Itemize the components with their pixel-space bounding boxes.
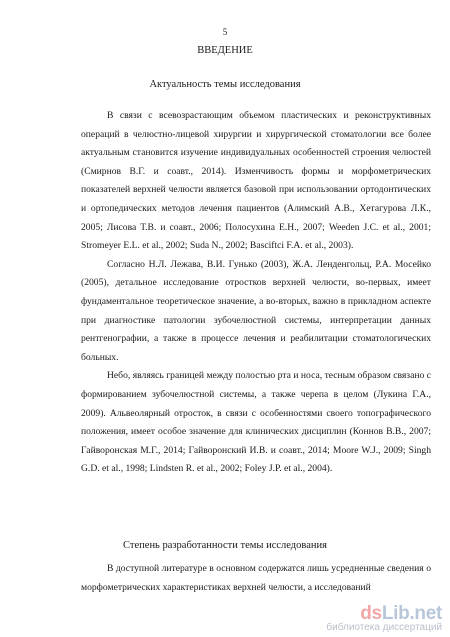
paragraph: Согласно Н.Л. Лежава, В.И. Гунько (2003), Ж.А. Ленденгольц, Р.А. Мосейко (2005), детальное исследование отростков верхней челюсти, во-первых, имеет фундаментальное теоретическое значение, а во-вторых, важно в прикладном аспекте при диагностике патологии зубочелюстной системы, интерпретации данных рентгенографии, а также в процессе лечения и реабилитации стоматологических больных. [81,258,431,363]
chapter-title: ВВЕДЕНИЕ [197,45,253,56]
section-title-development: Степень разработанности темы исследования [123,540,327,551]
section-body-development [81,560,431,597]
watermark [326,603,442,633]
paragraph: В связи с всевозрастающим объемом пластических и реконструктивных операций в челюстно-лицевой хирургии и хирургической стоматологии все более актуальным становится изучение индивидуальных особенностей строения челюстей (Смирнов В.Г. и соавт., 2014). Изменчивость формы и морфометрических показателей верхней челюсти является базовой при использовании ортодонтических и ортопедических методов лечения пациентов (Алимский А.В., Хетагурова Л.К., 2005; Лисова Т.В. и соавт., 2006; Полосухина Е.Н., 2007; Weeden J.C. et al., 2001; Stromeyer E.L. et al., 2002; Suda N., 2002; Basciftci F.A. et al., 2003). [81,110,431,252]
paragraph: Небо, являясь границей между полостью рта и носа, тесным образом связано с формированием зубочелюстной системы, а также черепа в целом (Лукина Г.А., 2009). Альвеолярный отросток, в связи с особенностями своего топографического положения, имеет особое значение для клинических дисциплин (Коннов В.В., 2007; Гайворонская М.Г., 2014; Гайворонский И.В. и соавт., 2014; Moore W.J., 2009; Singh G.D. et al., 1998; Lindsten R. et al., 2002; Foley J.P. et al., 2004). [81,370,431,475]
watermark-logo: dsLib.net [360,603,442,624]
watermark-subtitle: библиотека диссертаций [326,622,442,633]
page-number: 5 [222,27,228,37]
section-body-relevance [81,107,431,479]
section-title-relevance: Актуальность темы исследования [149,79,301,90]
paragraph: В доступной литературе в основном содержатся лишь усредненные сведения о морфометрических характеристиках верхней челюсти, а исследований [81,563,431,593]
